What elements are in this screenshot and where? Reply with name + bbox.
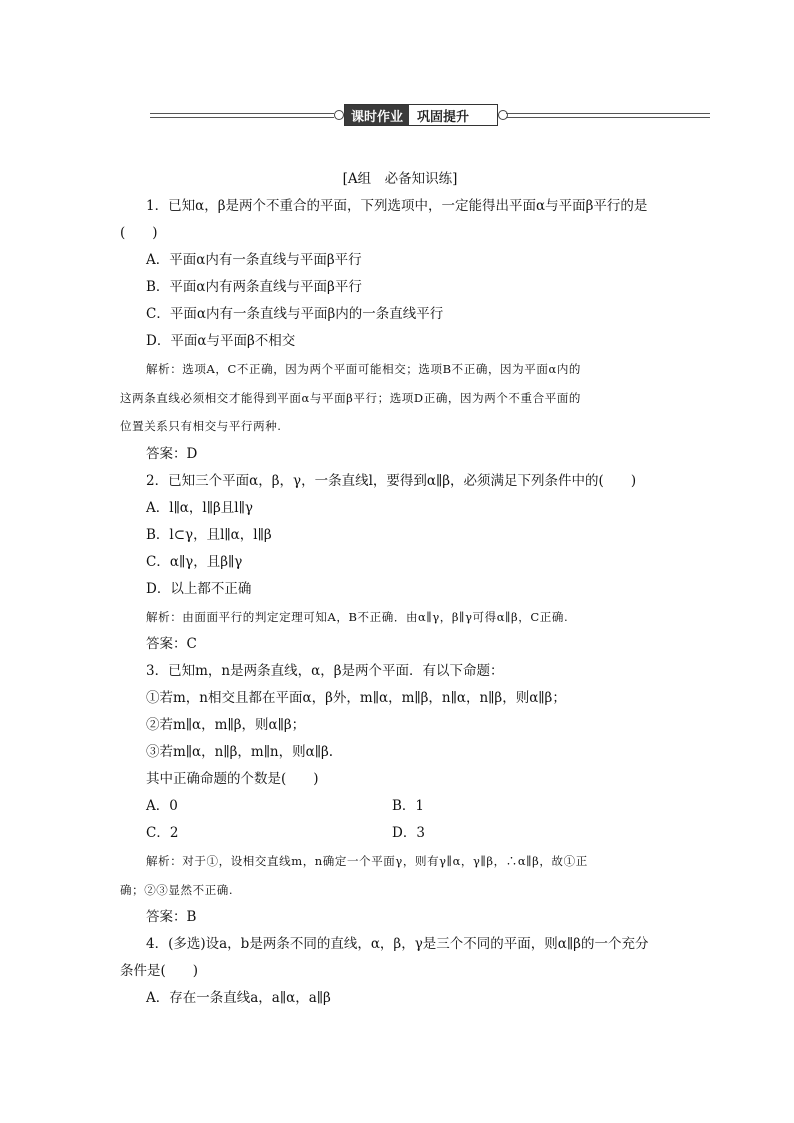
group-title: [A组 必备知识练] <box>342 171 458 187</box>
q3-stem: 3．已知m，n是两条直线，α，β是两个平面．有以下命题： <box>146 663 504 679</box>
q2-option-b: B．l⊂γ，且l∥α，l∥β <box>146 526 272 543</box>
banner-box <box>344 104 498 126</box>
q1-stem-line1: 1．已知α，β是两个不重合的平面，下列选项中，一定能得出平面α与平面β平行的是 <box>146 198 648 214</box>
q1-stem-line2: ( ) <box>120 225 158 241</box>
document-body <box>120 166 680 1012</box>
q3-option-b: B．1 <box>392 798 425 814</box>
q3-prop-2: ②若m∥α，m∥β，则α∥β； <box>146 717 306 733</box>
q3-question: 其中正确命题的个数是( ) <box>146 771 319 787</box>
banner-right-label: 巩固提升 <box>417 109 470 125</box>
q4-stem-line1: 4．(多选)设a，b是两条不同的直线，α，β，γ是三个不同的平面，则α∥β的一个充分 <box>146 936 649 952</box>
q2-stem: 2．已知三个平面α，β，γ，一条直线l，要得到α∥β，必须满足下列条件中的( ) <box>146 472 637 489</box>
q1-option-d: D．平面α与平面β不相交 <box>146 333 296 349</box>
q3-options-row2 <box>120 820 680 847</box>
q3-solution-line2: 确；②③显然不正确. <box>120 882 234 897</box>
q1-solution-line3: 位置关系只有相交与平行两种. <box>120 419 282 433</box>
q3-solution-line1: 解析：对于①，设相交直线m，n确定一个平面γ，则有γ∥α，γ∥β，∴α∥β，故①正 <box>146 854 588 868</box>
banner-rule-left <box>150 113 334 118</box>
q4-option-a: A．存在一条直线a，a∥α，a∥β <box>146 990 331 1006</box>
q3-option-a: A．0 <box>146 798 178 814</box>
q1-option-b: B．平面α内有两条直线与平面β平行 <box>146 279 362 295</box>
q4-stem-line2: 条件是( ) <box>120 963 199 979</box>
q3-option-c: C．2 <box>146 825 179 841</box>
q2-solution: 解析：由面面平行的判定定理可知A，B不正确．由α∥γ，β∥γ可得α∥β，C正确. <box>146 609 569 624</box>
q2-answer: 答案：C <box>146 636 197 652</box>
q1-answer: 答案：D <box>146 445 198 462</box>
q1-solution-line1: 解析：选项A，C不正确，因为两个平面可能相交；选项B不正确，因为平面α内的 <box>146 362 582 376</box>
q2-option-d: D．以上都不正确 <box>146 580 252 597</box>
banner-left-label: 课时作业 <box>345 105 409 125</box>
q2-option-c: C．α∥γ，且β∥γ <box>146 553 243 570</box>
banner-rule-right <box>506 113 710 118</box>
q3-prop-1: ①若m，n相交且都在平面α，β外，m∥α，m∥β，n∥α，n∥β，则α∥β； <box>146 690 566 706</box>
q1-solution-line2: 这两条直线必须相交才能得到平面α与平面β平行；选项D正确，因为两个不重合平面的 <box>120 390 582 405</box>
section-banner <box>150 104 710 126</box>
banner-dot-left <box>334 110 344 120</box>
q3-option-d: D．3 <box>392 825 425 841</box>
q3-prop-3: ③若m∥α，n∥β，m∥n，则α∥β. <box>146 744 334 760</box>
q3-options-row1 <box>120 793 680 820</box>
q3-answer: 答案：B <box>146 909 197 925</box>
q2-option-a: A．l∥α，l∥β且l∥γ <box>146 499 253 516</box>
q1-option-c: C．平面α内有一条直线与平面β内的一条直线平行 <box>146 306 444 322</box>
q1-option-a: A．平面α内有一条直线与平面β平行 <box>146 252 362 268</box>
